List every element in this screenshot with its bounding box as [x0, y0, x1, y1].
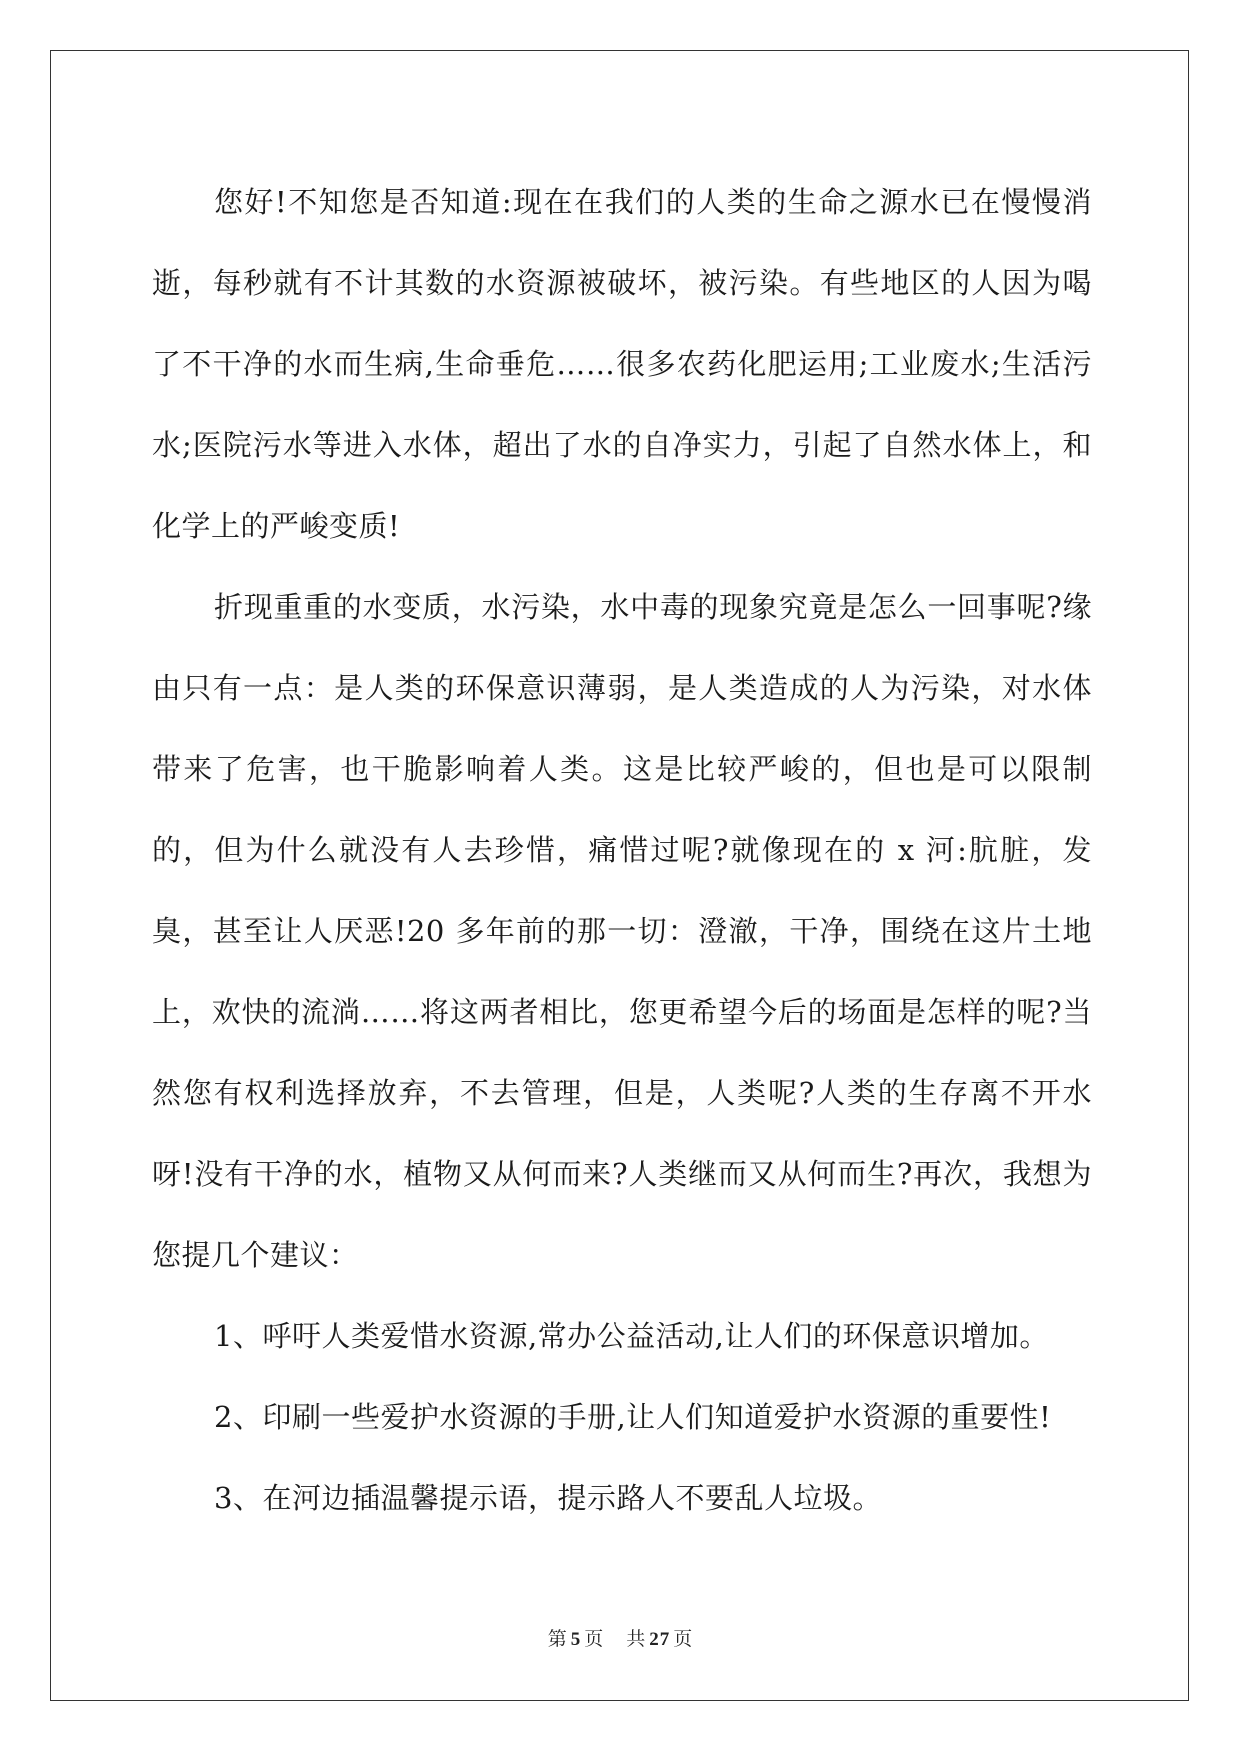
suggestion-2: 2、印刷一些爱护水资源的手册,让人们知道爱护水资源的重要性!	[214, 1400, 1052, 1434]
total-suffix: 页	[673, 1629, 694, 1650]
page-prefix: 第	[547, 1629, 568, 1650]
paragraph-1: 您好!不知您是否知道:现在在我们的人类的生命之源水已在慢慢消逝，每秒就有不计其数的水资源被破坏，被污染。有些地区的人因为喝了不干净的水而生病,生命垂危……很多农药化肥运用;工业废水;生活污水;医院污水等进入水体，超出了水的自净实力，引起了自然水体上，和化学上的严峻变质!	[152, 185, 1092, 543]
suggestion-3: 3、在河边插温馨提示语，提示路人不要乱人垃圾。	[214, 1481, 882, 1515]
document-body	[152, 162, 1092, 1539]
page-number: 5	[570, 1629, 582, 1650]
suggestion-1: 1、呼吁人类爱惜水资源,常办公益活动,让人们的环保意识增加。	[214, 1319, 1049, 1353]
paragraph-2: 折现重重的水变质，水污染，水中毒的现象究竟是怎么一回事呢?缘由只有一点：是人类的环保意识薄弱，是人类造成的人为污染，对水体带来了危害，也干脆影响着人类。这是比较严峻的，但也是可以限制的，但为什么就没有人去珍惜，痛惜过呢?就像现在的 x 河:肮脏，发臭，甚至让人厌恶!20 多年前的那一切：澄澈，干净，围绕在这片土地上，欢快的流淌……将这两者相比，您更希望今后的场面是怎样的呢?当然您有权利选择放弃，不去管理，但是，人类呢?人类的生存离不开水呀!没有干净的水，植物又从何而来?人类继而又从何而生?再次，我想为您提几个建议：	[152, 590, 1092, 1272]
page-footer	[0, 1624, 1241, 1651]
total-prefix: 共	[626, 1629, 647, 1650]
page-suffix: 页	[584, 1629, 605, 1650]
total-pages: 27	[649, 1629, 671, 1650]
